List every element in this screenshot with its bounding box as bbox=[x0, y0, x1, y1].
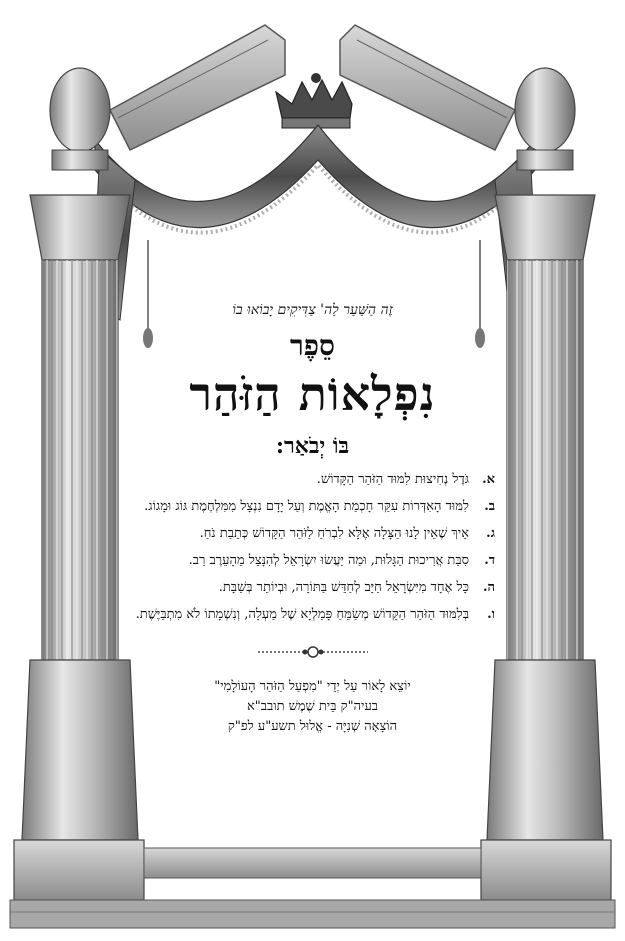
item-label: ג. bbox=[486, 526, 495, 541]
item-text: אֵיךְ שֶׁאֵין לָנוּ הַצָּלָה אֶלָּא לִבְרֹחַ לַזֹּהַר הַקָּדוֹשׁ כְּתֵבַת נֹחַ. bbox=[199, 526, 469, 541]
list-item bbox=[130, 471, 495, 488]
item-label: ו. bbox=[487, 607, 495, 622]
item-text: בְּלִמּוּד הַזֹּהַר הַקָּדוֹשׁ מְשַׂמֵּחַ פָּמַלְיָא שֶׁל מַעְלָה, וְנִשְׁמָתוֹ לֹא מִתְבַּיֶּשֶׁת. bbox=[135, 607, 469, 622]
item-text: לִמּוּד הָאִדְּרוֹת עִקַּר חָכְמַת הָאֱמֶת וְעַל יָדָם נִנְצָל מִמִּלְחֶמֶת גּוֹג וּמָגוֹג. bbox=[144, 499, 469, 514]
list-item bbox=[130, 552, 495, 569]
item-label: ד. bbox=[484, 553, 495, 568]
item-label: ה. bbox=[482, 580, 495, 595]
book-title: נִפְלָאוֹת הַזֹּהַר bbox=[189, 367, 436, 421]
item-label: ב. bbox=[484, 499, 495, 514]
title-text-area bbox=[130, 290, 495, 737]
item-label: א. bbox=[482, 472, 495, 487]
item-text: גֹּדֶל נְחִיצוּת לִמּוּד הַזֹּהַר הַקָּדוֹשׁ. bbox=[316, 472, 469, 487]
edition-line: הוֹצָאָה שְׁנִיָּה - אֱלוּל תשע"ע לפ"ק bbox=[227, 719, 398, 734]
contents-heading: בּוֹ יְבֹאַר: bbox=[275, 433, 350, 459]
publisher-info bbox=[130, 677, 495, 737]
item-text: סִבַּת אֲרִיכוּת הַגָּלוּת, וּמַה יַּעֲשׂוּ יִשְׂרָאֵל לְהִנָּצֵל מֵהָעֵרֶב רַב. bbox=[188, 553, 469, 568]
location-line: בעיה"ק בֵּית שֶׁמֶשׁ תובב"א bbox=[246, 699, 379, 714]
item-text: כָּל אֶחָד מִיִּשְׂרָאֵל חַיָּב לְחַדֵּשׁ בַּתּוֹרָה, וּבְיוֹתֵר בְּשַׁבָּת. bbox=[218, 580, 469, 595]
list-item bbox=[130, 498, 495, 515]
list-item bbox=[130, 525, 495, 542]
book-label: סֵפֶר bbox=[290, 329, 335, 362]
publisher-line: יוֹצֵא לָאוֹר עַל יְדֵי "מִפְעַל הַזֹּהַר הָעוֹלָמִי" bbox=[214, 679, 411, 694]
list-item bbox=[130, 606, 495, 623]
ornament-divider-icon bbox=[253, 645, 373, 659]
dedication-verse: זֶה הַשַּׁעַר לַה' צַדִּיקִים יָבוֹאוּ בוֹ bbox=[232, 302, 393, 318]
contents-list bbox=[130, 471, 495, 623]
crown-icon bbox=[276, 73, 352, 128]
list-item bbox=[130, 579, 495, 596]
